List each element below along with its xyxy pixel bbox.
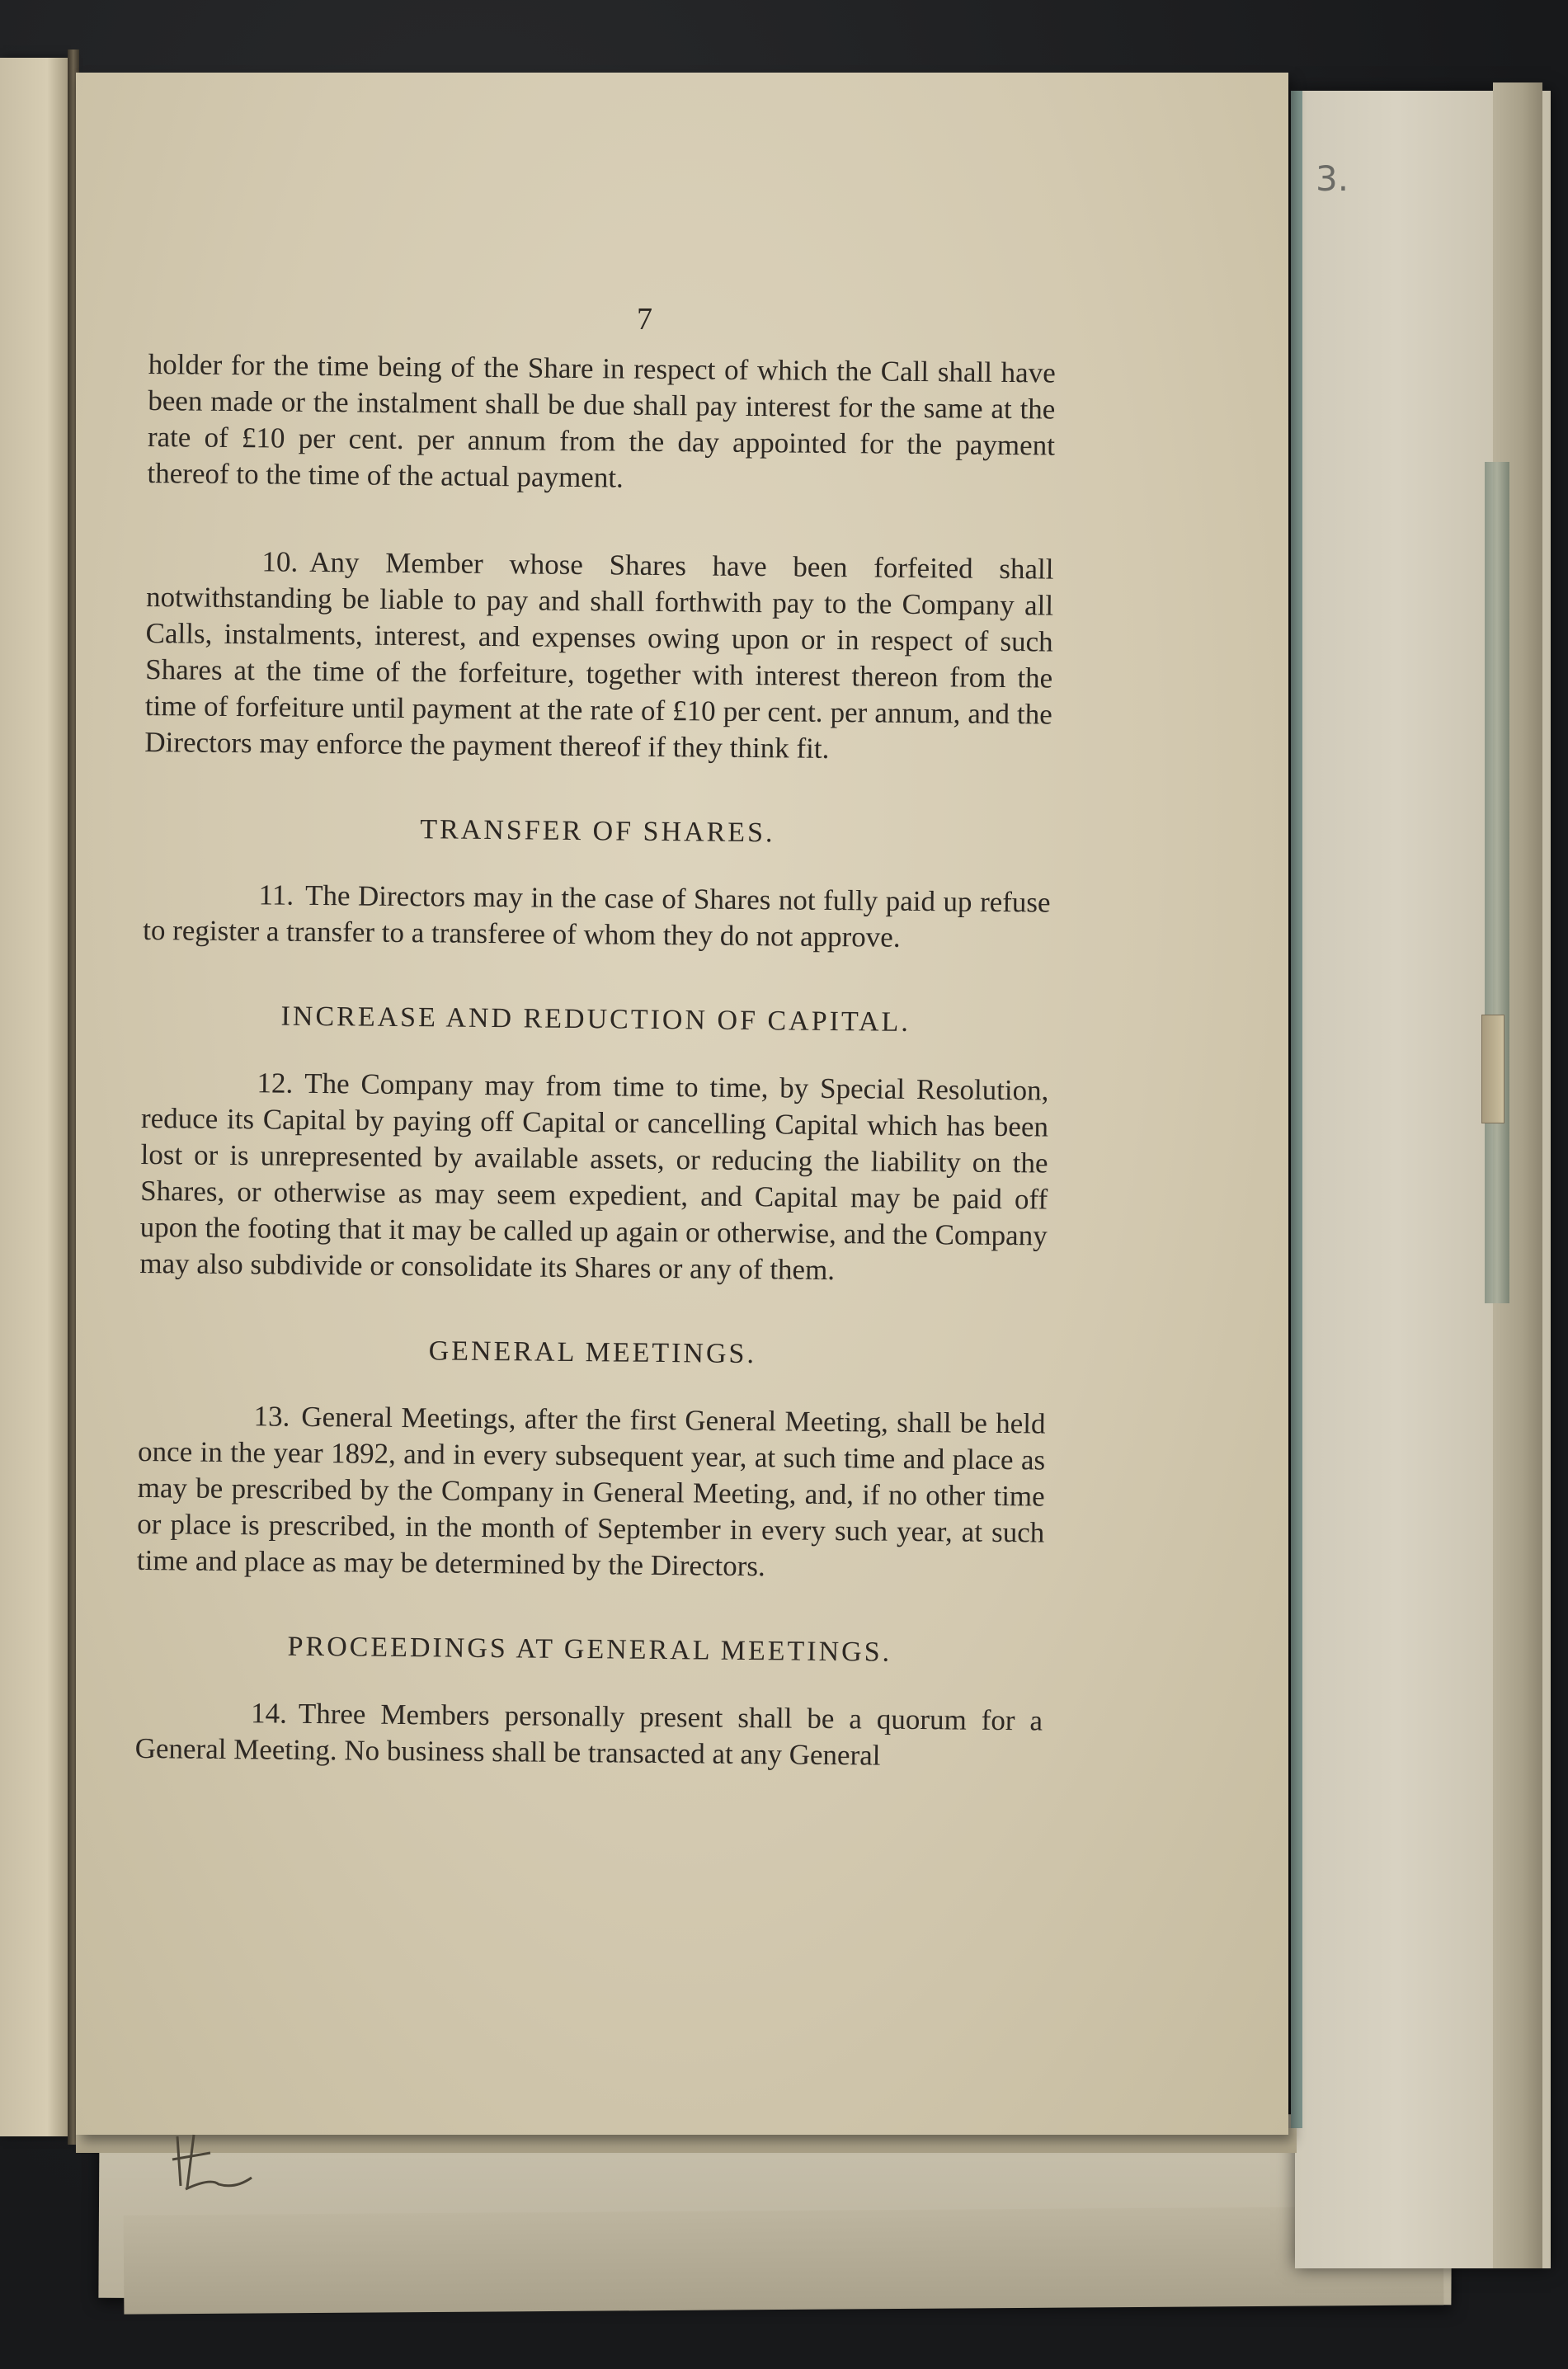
- green-page-edge: [1291, 91, 1302, 2128]
- section-heading-proceedings: PROCEEDINGS AT GENERAL MEETINGS.: [287, 1631, 892, 1668]
- paragraph-9-continued: holder for the time being of the Share in respect of which the Call shall have been made or the instalment shall be due shall pay interest for the same at the rate of £10 per cent. per annum from the day appointed for the payment thereof to the time of the actual payment.: [147, 347, 1056, 494]
- left-page-edge: [0, 58, 68, 2136]
- section-heading-transfer: TRANSFER OF SHARES.: [420, 814, 775, 849]
- paragraph-text: The Company may from time to time, by Special Resolution, reduce its Capital by paying off Capital or cancelling Capital which has been lost or is unrepresented by available assets, or reducing the liability on the Shares, or otherwise as may seem expedient, and Capital may be paid off upon the footing that it may be called up again or otherwise, and the Company may also subdivide or consolidate its Shares or any of them.: [139, 1067, 1049, 1287]
- paragraph-number: 11.: [258, 878, 294, 911]
- paragraph-text: The Directors may in the case of Shares not fully paid up refuse to register a transfer to a transferee of whom they do not approve.: [143, 878, 1051, 954]
- paragraph-number: 12.: [257, 1067, 294, 1100]
- right-binding-strip: [1485, 462, 1509, 1303]
- page-number: 7: [637, 302, 653, 337]
- paragraph-14: [134, 1694, 1043, 1776]
- paragraph-11: [143, 876, 1051, 958]
- paragraph-13: [137, 1397, 1046, 1588]
- right-tab: [1481, 1015, 1504, 1123]
- paragraph-10: [144, 543, 1053, 770]
- paragraph-number: 10.: [261, 545, 299, 578]
- section-heading-general-meetings: GENERAL MEETINGS.: [428, 1335, 757, 1370]
- paragraph-number: 14.: [250, 1697, 288, 1730]
- paragraph-text: General Meetings, after the first General Meeting, shall be held once in the year 1892, and in every subsequent year, at such time and place as may be prescribed by the Company in General Meeting, and, if no other time or place is prescribed, in the month of September in every such year, at such time and place as may be determined by the Directors.: [136, 1400, 1046, 1583]
- section-heading-capital: INCREASE AND REDUCTION OF CAPITAL.: [280, 1001, 911, 1038]
- paragraph-text: Three Members personally present shall be a quorum for a General Meeting. No business shall be transacted at any General: [134, 1697, 1043, 1772]
- page-body: [134, 346, 1055, 1775]
- lower-board-edge: [124, 2206, 1444, 2314]
- handwritten-scribble: [169, 2128, 260, 2202]
- paragraph-number: 13.: [253, 1400, 290, 1433]
- paragraph-text: Any Member whose Shares have been forfeited shall notwithstanding be liable to pay and shall forthwith pay to the Company all Calls, instalments, interest, and expenses owing upon or in respect of such Shares at the time of the forfeiture, together with interest thereon from the time of forfeiture until payment at the rate of £10 per cent. per annum, and the Directors may enforce the payment thereof if they think fit.: [144, 545, 1054, 765]
- paragraph-12: [139, 1064, 1048, 1291]
- pencil-mark: 3.: [1316, 158, 1349, 199]
